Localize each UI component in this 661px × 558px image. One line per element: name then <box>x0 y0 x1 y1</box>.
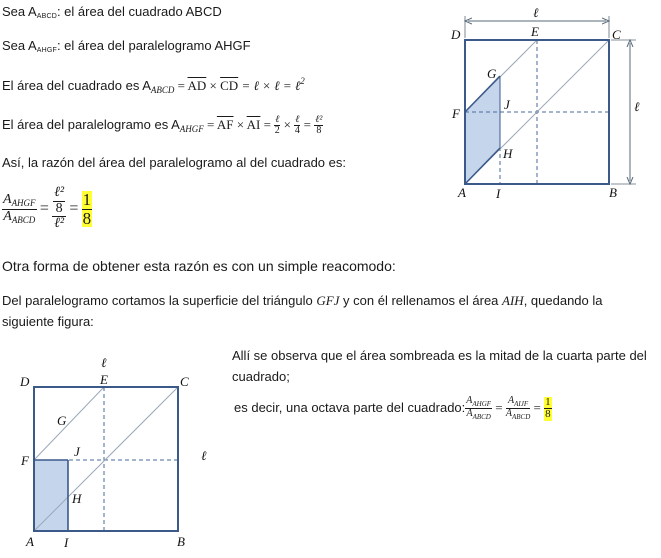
label-top-length-2: ℓ <box>101 355 107 370</box>
label-a: A <box>458 185 466 200</box>
r3-f2-den-sub: ABCD <box>512 413 531 422</box>
l3-exp: 2 <box>300 76 305 86</box>
r3-f2-den: A <box>505 408 512 420</box>
l4-eq: = <box>203 117 217 132</box>
r3-f2-num: A <box>508 394 515 406</box>
observation-line-2: cuadrado; <box>232 369 290 384</box>
l1-sub: ABCD <box>36 13 57 20</box>
l4-f2-num: ℓ <box>295 113 300 125</box>
label-c: C <box>612 27 621 42</box>
r3-eq: = <box>492 400 506 415</box>
l4-f3-num: ℓ² <box>315 113 323 125</box>
r3-res-num: 1 <box>545 395 551 408</box>
ratio-lhs-den: A <box>3 208 12 224</box>
segment-af: $\overline{AF}$ <box>216 117 234 132</box>
r3-f1-den: A <box>466 408 473 420</box>
ratio-mid-num-num: ℓ² <box>54 185 65 200</box>
ratio-intro: Así, la razón del área del paralelogramo al del cuadrado es: <box>2 155 346 170</box>
label-top-length: ℓ <box>533 5 539 20</box>
alternative-method-heading: Otra forma de obtener esta razón es con un simple reacomodo: <box>2 258 396 274</box>
l4-eq3: = <box>300 117 315 132</box>
area-aih: AIH <box>502 293 524 308</box>
shaded-rectangle-aijf <box>34 460 68 531</box>
label-d-2: D <box>20 374 30 389</box>
l4-f2-den: 4 <box>294 125 300 137</box>
label-i: I <box>496 186 501 201</box>
label-e-2: E <box>100 372 108 387</box>
l2-sub: AHGF <box>36 47 57 54</box>
l4-text: El área del paralelogramo es A <box>2 117 180 132</box>
r3-f1-den-sub: ABCD <box>472 413 491 422</box>
l4-f1-den: 2 <box>274 125 280 137</box>
label-j: J <box>504 97 510 112</box>
l1-post: : el área del cuadrado ABCD <box>56 4 222 19</box>
triangle-gfj: GFJ <box>316 293 340 308</box>
label-e: E <box>531 24 539 39</box>
r3-f1-num-sub: AHGF <box>472 399 492 408</box>
l7-c: , quedando la <box>523 293 603 308</box>
label-f: F <box>452 106 460 121</box>
r3-res-den: 8 <box>545 408 551 421</box>
r3-f1-num: A <box>466 394 473 406</box>
label-a-2: A <box>26 534 34 549</box>
label-b-2: B <box>177 534 185 549</box>
r3-f2-num-sub: AIJF <box>514 399 529 408</box>
l3-text: El área del cuadrado es A <box>2 78 151 93</box>
l4-x: × <box>280 117 295 132</box>
l3-eq: = <box>174 78 188 93</box>
label-i-2: I <box>64 535 69 550</box>
l7-a: Del paralelogramo cortamos la superficie del triángulo <box>2 293 317 308</box>
label-right-length-2: ℓ <box>201 448 207 463</box>
l7-b: y con él rellenamos el área <box>339 293 503 308</box>
ratio-eq2: = <box>69 200 79 218</box>
label-h-2: H <box>72 491 82 506</box>
l3-tail: = ℓ × ℓ = ℓ <box>238 78 301 93</box>
l4-f1-num: ℓ <box>275 113 280 125</box>
r3-eq2: = <box>530 400 545 415</box>
ratio-lhs-num: A <box>3 192 12 208</box>
line-fe2 <box>34 387 104 460</box>
label-g: G <box>487 66 497 81</box>
r3-text: es decir, una octava parte del cuadrado: <box>234 400 466 415</box>
segment-ai: $\overline{AI}$ <box>246 117 261 132</box>
segment-ad: $\overline{AD}$ <box>187 78 207 93</box>
observation-line-1: Allí se observa que el área sombreada es la mitad de la cuarta parte del <box>232 348 647 363</box>
ratio-lhs-den-sub: ABCD <box>11 214 36 225</box>
ratio-mid-num-den: 8 <box>55 200 63 216</box>
label-c-2: C <box>180 374 189 389</box>
segment-cd: $\overline{CD}$ <box>220 78 239 93</box>
ratio-result-num: 1 <box>82 189 92 209</box>
l4-eq2: = <box>260 117 275 132</box>
l2-post: : el área del paralelogramo AHGF <box>56 38 251 53</box>
label-b: B <box>609 185 617 200</box>
ratio-lhs-num-sub: AHGF <box>11 198 36 209</box>
following-figure-label: siguiente figura: <box>2 314 94 329</box>
l4-sub: AHGF <box>179 124 204 134</box>
label-g-2: G <box>57 413 67 428</box>
l4-f3-den: 8 <box>316 125 322 137</box>
label-j-2: J <box>74 444 80 459</box>
l2-pre: Sea A <box>2 38 37 53</box>
label-f-2: F <box>21 453 29 468</box>
label-h: H <box>503 146 513 161</box>
ratio-result-den: 8 <box>82 208 92 228</box>
l3-sub: ABCD <box>150 85 175 95</box>
ratio-mid-den: ℓ² <box>54 216 65 232</box>
ratio-eq: = <box>39 200 49 218</box>
diagonal-ac2 <box>34 387 178 531</box>
l4-times: × <box>233 117 247 132</box>
l3-times: × <box>206 78 221 93</box>
l1-pre: Sea A <box>2 4 37 19</box>
label-d: D <box>451 27 461 42</box>
label-right-length: ℓ <box>634 99 640 114</box>
